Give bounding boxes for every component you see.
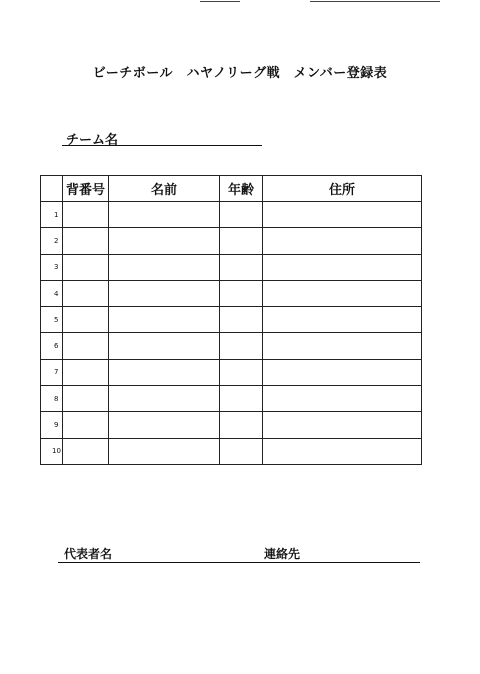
age-cell [220, 254, 263, 280]
scan-edge-mark-right [310, 1, 440, 2]
name-cell [109, 359, 220, 385]
address-cell [263, 438, 422, 464]
address-cell [263, 307, 422, 333]
name-cell [109, 202, 220, 228]
table-row [41, 202, 422, 228]
representative-name-label: 代表者名 [64, 547, 113, 561]
name-cell [109, 280, 220, 306]
table-row [41, 438, 422, 464]
jersey-number-cell [63, 333, 109, 359]
name-cell [109, 438, 220, 464]
jersey-number-cell [63, 280, 109, 306]
table-row [41, 307, 422, 333]
jersey-number-cell [63, 412, 109, 438]
form-title: ビーチボール ハヤノリーグ戦 メンバー登録表 [92, 66, 388, 81]
signature-underline [58, 562, 420, 563]
table-row [41, 228, 422, 254]
jersey-number-cell [63, 438, 109, 464]
age-cell [220, 202, 263, 228]
contact-label: 連絡先 [264, 547, 301, 561]
row-number: 10 [41, 438, 63, 464]
row-number: 2 [41, 228, 63, 254]
row-number: 7 [41, 359, 63, 385]
age-cell [220, 386, 263, 412]
address-cell [263, 254, 422, 280]
age-cell [220, 359, 263, 385]
address-cell [263, 386, 422, 412]
age-cell [220, 438, 263, 464]
age-cell [220, 412, 263, 438]
age-cell [220, 280, 263, 306]
table-row [41, 359, 422, 385]
row-number: 8 [41, 386, 63, 412]
header-address: 住所 [263, 176, 422, 202]
jersey-number-cell [63, 386, 109, 412]
name-cell [109, 412, 220, 438]
team-name-label: チーム名 [66, 133, 119, 148]
table-row [41, 254, 422, 280]
name-cell [109, 228, 220, 254]
row-number: 6 [41, 333, 63, 359]
name-cell [109, 386, 220, 412]
table-row [41, 333, 422, 359]
table-row [41, 280, 422, 306]
name-cell [109, 254, 220, 280]
table-row [41, 412, 422, 438]
age-cell [220, 307, 263, 333]
table-row [41, 386, 422, 412]
name-cell [109, 333, 220, 359]
age-cell [220, 228, 263, 254]
jersey-number-cell [63, 228, 109, 254]
header-age: 年齢 [220, 176, 263, 202]
row-number: 5 [41, 307, 63, 333]
age-cell [220, 333, 263, 359]
jersey-number-cell [63, 307, 109, 333]
row-number: 9 [41, 412, 63, 438]
team-name-underline [62, 145, 262, 146]
jersey-number-cell [63, 254, 109, 280]
jersey-number-cell [63, 359, 109, 385]
address-cell [263, 202, 422, 228]
address-cell [263, 228, 422, 254]
scan-edge-mark-left [200, 1, 240, 2]
row-number: 3 [41, 254, 63, 280]
header-jersey-number: 背番号 [63, 176, 109, 202]
name-cell [109, 307, 220, 333]
row-number: 1 [41, 202, 63, 228]
row-number: 4 [41, 280, 63, 306]
address-cell [263, 359, 422, 385]
address-cell [263, 333, 422, 359]
address-cell [263, 280, 422, 306]
header-name: 名前 [109, 176, 220, 202]
table-header-row [41, 176, 422, 202]
jersey-number-cell [63, 202, 109, 228]
address-cell [263, 412, 422, 438]
header-row-number [41, 176, 63, 202]
member-table [40, 175, 422, 465]
